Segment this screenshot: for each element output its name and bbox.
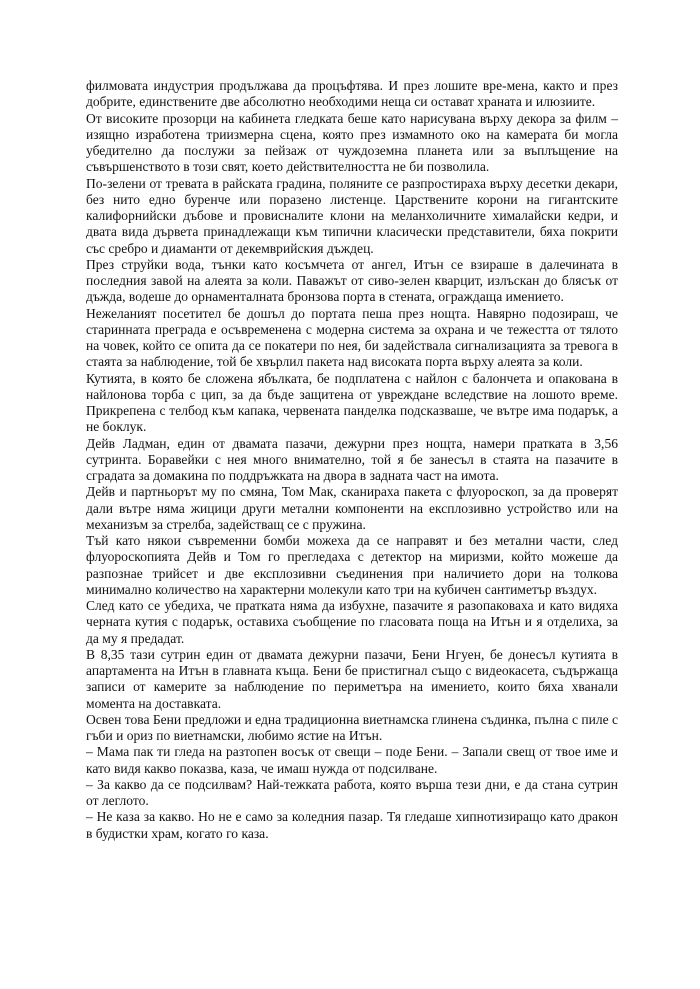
document-page: [86, 78, 618, 842]
paragraph: След като се убедиха, че пратката няма да избухне, пазачите я разопаковаха и като видяха черната кутия с подарък, оставиха съобщение по гласовата поща на Итън и я отделиха, за да му я предадат.: [86, 598, 618, 646]
dialogue-line: – Не каза за какво. Но не е само за коледния пазар. Тя гледаше хипнотизиращо като дракон в будистки храм, когато го каза.: [86, 809, 618, 841]
paragraph: Кутията, в която бе сложена ябълката, бе подплатена с найлон с балончета и опакована в найлонова торба с цип, за да бъде защитена от увреждане вследствие на лошото време. Прикрепена с телбод към капака, червената панделка подсказваше, че вътре има подарък, а не боклук.: [86, 370, 618, 435]
paragraph: Освен това Бени предложи и една традиционна виетнамска глинена съдинка, пълна с пиле с гъби и ориз по виетнамски, любимо ястие на Итън.: [86, 711, 619, 743]
paragraph: Тъй като някои съвременни бомби можеха да се направят и без метални части, след флуороскопията Дейв и Том го прегледаха с детектор на миризми, който можеше да разпознае трийсет и две експлозивни съединения при наличието дори на толкова минимално количество на характерни молекули като три на кубичен сантиметър въздух.: [86, 533, 618, 597]
paragraph: филмовата индустрия продължава да процъфтява. И през лошите вре-мена, както и през добрите, единствените две абсолютно необходими неща си остават храната и илюзиите.: [86, 78, 618, 110]
dialogue-line: – За какво да се подсилвам? Най-тежката работа, която върша тези дни, е да стана сутрин от леглото.: [86, 776, 618, 808]
paragraph: По-зелени от тревата в райската градина, поляните се разпростираха върху десетки декари, без нито едно буренче или поразено листенце. Царствените корони на гигантските калифорнийски дъбове и провисналите клони на меланхоличните хималайски кедри, и двата вида дървета принадлежащи към типични класически представители, бяха покрити със сребро и диаманти от декемврийския дъждец.: [86, 175, 618, 256]
paragraph: Дейв Ладман, един от двамата пазачи, дежурни през нощта, намери пратката в 3,56 сутринта. Боравейки с нея много внимателно, той я бе занесъл в стаята на пазачите в сградата за домакина по поддръжката на двора в задната част на имота.: [86, 435, 618, 483]
dialogue-line: – Мама пак ти гледа на разтопен восък от свещи – поде Бени. – Запали свещ от твое име и като видя какво показва, каза, че имаш нужда от подсилване.: [86, 744, 618, 776]
paragraph: От високите прозорци на кабинета гледката беше като нарисувана върху декора за филм – изящно изработена триизмерна сцена, която през измамното око на камерата би могла убедително да послужи за пейзаж от чуждоземна планета или за въплъщение на съвършенството в този свят, което действителността не би позволила.: [86, 110, 618, 175]
paragraph: В 8,35 тази сутрин един от двамата дежурни пазачи, Бени Нгуен, бе донесъл кутията в апартамента на Итън в главната къща. Бени бе пристигнал също с видеокасета, съдържаща записи от камерите за наблюдение по периметъра на имението, които бяха хванали момента на доставката.: [86, 646, 618, 711]
paragraph: Нежеланият посетител бе дошъл до портата пеша през нощта. Навярно подозираш, че старинната преграда е осъвременена с модерна система за охрана и че тежестта от тялото на човек, който се опита да се покатери по нея, би задействала сигнализацията за тревога в стаята за наблюдение, той бе хвърлил пакета над високата порта върху алеята за коли.: [86, 305, 618, 370]
paragraph: Дейв и партньорът му по смяна, Том Мак, сканираха пакета с флуороскоп, за да проверят дали вътре няма жицици други метални компоненти на експлозивно устройство или на механизъм за стрелба, задействащ се с пружина.: [86, 484, 618, 532]
paragraph: През струйки вода, тънки като косъмчета от ангел, Итън се взираше в далечината в последния завой на алеята за коли. Паважът от сиво-зелен кварцит, излъскан до блясък от дъжда, водеше до орнаменталната бронзова порта в стената, ограждаща имението.: [86, 256, 618, 305]
